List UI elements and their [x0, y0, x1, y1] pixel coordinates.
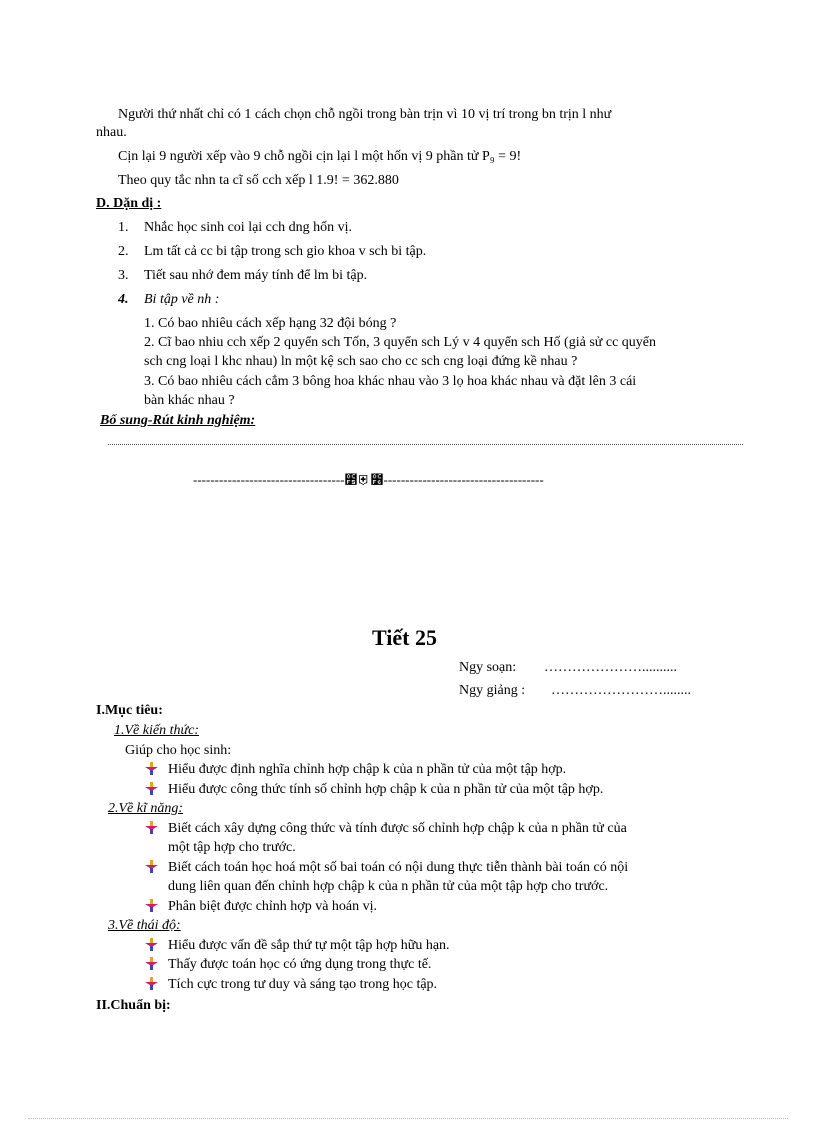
knowledge-intro: Giúp cho học sinh:: [125, 743, 232, 758]
skills-item-line-1: Biết cách toán học hoá một số bai toán có nội dung thực tiễn thành bài toán có nội: [168, 860, 629, 875]
date-teach-label: Ngy giảng :: [459, 683, 526, 698]
section-d-heading: D. Dặn dị :: [96, 196, 162, 211]
list-item-number: 2.: [118, 244, 129, 259]
skills-item-line-1: Phân biệt được chỉnh hợp và hoán vị.: [168, 899, 378, 914]
date-prep-label: Ngy soạn:: [459, 660, 517, 675]
permutation-line: Cịn lại 9 người xếp vào 9 chỗ ngồi cịn lại l một hốn vị 9 phần tử P₉ = 9!: [118, 149, 522, 164]
knowledge-item: Hiểu được công thức tính số chỉnh hợp chập k của n phần tử của một tập hợp.: [168, 782, 604, 797]
arrow-bullet-icon: [145, 957, 158, 970]
list-item: Nhắc học sinh coi lại cch dng hốn vị.: [144, 220, 353, 235]
homework-question-2-line-1: 2. Cĩ bao nhiu cch xếp 2 quyển sch Tốn, 3 quyển sch Lý v 4 quyển sch Hố (giả sử cc quyển: [144, 335, 657, 350]
skills-item-line-2: một tập hợp cho trước.: [168, 840, 296, 855]
section-separator: -----------------------------------೵⛨೶-------------------------------------: [193, 472, 544, 487]
knowledge-item: Hiểu được định nghĩa chỉnh hợp chập k của n phần tử của một tập hợp.: [168, 762, 567, 777]
list-item: Tiết sau nhớ đem máy tính để lm bi tập.: [144, 268, 368, 283]
attitude-item: Thấy được toán học có ứng dụng trong thực tế.: [168, 957, 432, 972]
attitude-item: Hiểu được vấn đề sắp thứ tự một tập hợp hữu hạn.: [168, 938, 450, 953]
knowledge-heading: 1.Về kiến thức:: [114, 723, 199, 738]
multiplication-rule-line: Theo quy tắc nhn ta cĩ số cch xếp l 1.9! = 362.880: [118, 173, 399, 188]
list-item: Bi tập về nh :: [144, 292, 220, 307]
skills-item-line-1: Biết cách xây dựng công thức và tính được số chỉnh hợp chập k của n phần tử của: [168, 821, 627, 836]
skills-item-line-2: dung liên quan đến chỉnh hợp chập k của n phần tử của một tập hợp cho trước.: [168, 879, 609, 894]
date-prep-value: …………………..........: [544, 660, 677, 675]
page-bottom-dotted-line: [28, 1118, 788, 1119]
lesson-title: Tiết 25: [372, 625, 437, 650]
list-item: Lm tất cả cc bi tập trong sch gio khoa v sch bi tập.: [144, 244, 427, 259]
attitude-item: Tích cực trong tư duy và sáng tạo trong học tập.: [168, 977, 438, 992]
homework-question-2-line-2: sch cng loại l khc nhau) ln một kệ sch sao cho cc sch cng loại đứng kề nhau ?: [144, 354, 578, 369]
arrow-bullet-icon: [145, 899, 158, 912]
list-item-number: 1.: [118, 220, 129, 235]
homework-question-3-line-2: bàn khác nhau ?: [144, 393, 235, 408]
arrow-bullet-icon: [145, 821, 158, 834]
homework-question-1: 1. Có bao nhiêu cách xếp hạng 32 đội bóng ?: [144, 316, 397, 331]
skills-heading: 2.Về kĩ năng:: [108, 801, 184, 816]
arrow-bullet-icon: [145, 762, 158, 775]
arrow-bullet-icon: [145, 977, 158, 990]
list-item-number: 3.: [118, 268, 129, 283]
arrow-bullet-icon: [145, 860, 158, 873]
objectives-heading: I.Mục tiêu:: [96, 703, 163, 718]
attitude-heading: 3.Về thái độ:: [108, 918, 181, 933]
arrow-bullet-icon: [145, 782, 158, 795]
dotted-line: [108, 444, 743, 445]
solution-line-1: Người thứ nhất chỉ có 1 cách chọn chỗ ngồi trong bàn trịn vì 10 vị trí trong bn trịn l như: [118, 107, 612, 122]
homework-question-3-line-1: 3. Có bao nhiêu cách cắm 3 bông hoa khác nhau vào 3 lọ hoa khác nhau và đặt lên 3 cái: [144, 374, 637, 389]
arrow-bullet-icon: [145, 938, 158, 951]
solution-paragraph: [96, 105, 718, 125]
date-teach-value: ……………………........: [551, 683, 691, 698]
list-item-number: 4.: [118, 292, 129, 307]
solution-line-2: nhau.: [96, 125, 127, 140]
supplement-heading: Bổ sung-Rút kinh nghiệm:: [100, 413, 256, 428]
preparation-heading: II.Chuẩn bị:: [96, 998, 171, 1013]
